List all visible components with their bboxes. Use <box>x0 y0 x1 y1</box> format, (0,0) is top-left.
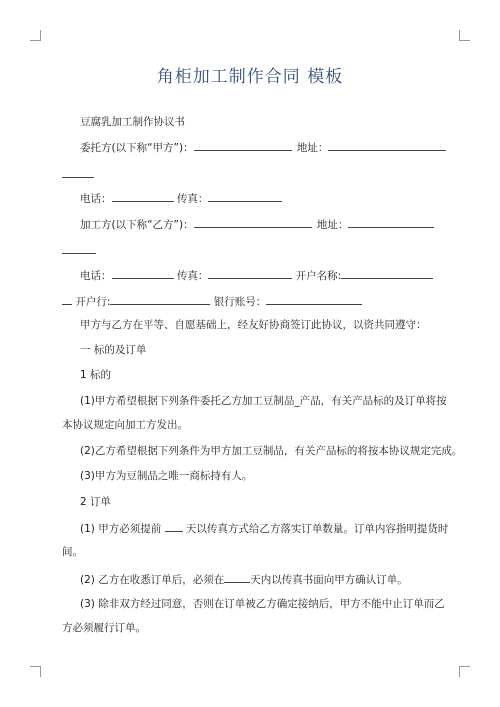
party-a-address-cont <box>62 166 94 182</box>
clause-2-2-text: (2) 乙方在收悉订单后，必须在 <box>80 574 225 586</box>
party-a-contact-line <box>80 190 282 206</box>
days-blank <box>224 571 250 583</box>
party-b-line <box>80 216 434 232</box>
party-b-bank-blank <box>110 293 210 305</box>
party-b-phone-blank <box>112 267 174 279</box>
party-b-account-name-blank <box>341 267 433 279</box>
section-heading: 一 标的及订单 <box>80 344 147 356</box>
clause-2-2-text-cont: 天内以传真书面向甲方确认订单。 <box>250 574 408 586</box>
party-a-phone-label: 电话： <box>80 193 112 205</box>
page-corner-mark <box>30 30 41 41</box>
party-b-name-blank <box>194 216 312 228</box>
party-a-address-label: 地址： <box>296 142 329 154</box>
party-b-address-label: 地址： <box>316 219 349 231</box>
party-b-account-no-label: 银行账号： <box>213 296 267 308</box>
party-b-label: 加工方(以下称“乙方”)： <box>80 219 194 231</box>
page-corner-mark <box>30 666 41 677</box>
party-a-line <box>80 139 446 155</box>
party-b-address-blank-cont <box>62 242 96 254</box>
days-blank <box>165 520 183 532</box>
party-b-account-name-blank-cont <box>62 293 72 305</box>
page-corner-mark <box>459 666 470 677</box>
party-b-phone-label: 电话： <box>80 270 112 282</box>
clause-1-2: (2)乙方希望根据下列条件为甲方加工豆制品，有关产品标的将按本协议规定完成。 <box>80 445 463 457</box>
party-a-name-blank <box>194 139 292 151</box>
party-b-address-cont <box>62 242 96 258</box>
party-b-account-name-label: 开户名称: <box>295 270 342 282</box>
clause-1-3: (3)甲方为豆制品之唯一商标持有人。 <box>80 470 253 482</box>
clause-2-2 <box>80 571 408 587</box>
party-b-contact-line <box>80 267 433 283</box>
party-a-address-blank <box>328 139 446 151</box>
clause-2-1-cont: 间。 <box>62 546 83 558</box>
clause-2-3: (3) 除非双方经过同意，否则在订单被乙方确定接纳后，甲方不能中止订单而乙 <box>80 598 445 610</box>
subsection-heading: 1 标的 <box>80 369 112 381</box>
document-title: 角柜加工制作合同 模板 <box>156 67 344 87</box>
clause-2-1-text: (1) 甲方必须提前 <box>80 523 162 535</box>
party-b-fax-label: 传真： <box>176 270 209 282</box>
party-b-fax-blank <box>208 267 292 279</box>
party-a-address-blank-cont <box>62 166 94 178</box>
party-b-address-blank <box>348 216 434 228</box>
party-b-bank-label: 开户行: <box>75 296 111 308</box>
party-a-label: 委托方(以下称“甲方”)： <box>80 142 194 154</box>
clause-2-1 <box>80 520 448 536</box>
document-subtitle: 豆腐乳加工制作协议书 <box>80 116 185 128</box>
clause-2-1-text-cont: 天以传真方式给乙方落实订单数量。订单内容指明提货时 <box>185 523 449 535</box>
party-b-account-no-blank <box>266 293 362 305</box>
clause-2-3-cont: 方必须履行订单。 <box>62 622 146 634</box>
clause-1-1-cont: 本协议规定向加工方发出。 <box>62 419 188 431</box>
page-corner-mark <box>459 30 470 41</box>
party-b-bank-line <box>62 293 362 309</box>
party-a-phone-blank <box>112 190 174 202</box>
subsection-heading: 2 订单 <box>80 496 112 508</box>
intro-paragraph: 甲方与乙方在平等、自愿基础上，经友好协商签订此协议，以资共同遵守： <box>80 319 427 331</box>
party-a-fax-label: 传真： <box>176 193 209 205</box>
party-a-fax-blank <box>208 190 282 202</box>
clause-1-1: (1)甲方希望根据下列条件委托乙方加工豆制品_产品，有关产品标的及订单将按 <box>80 395 447 407</box>
